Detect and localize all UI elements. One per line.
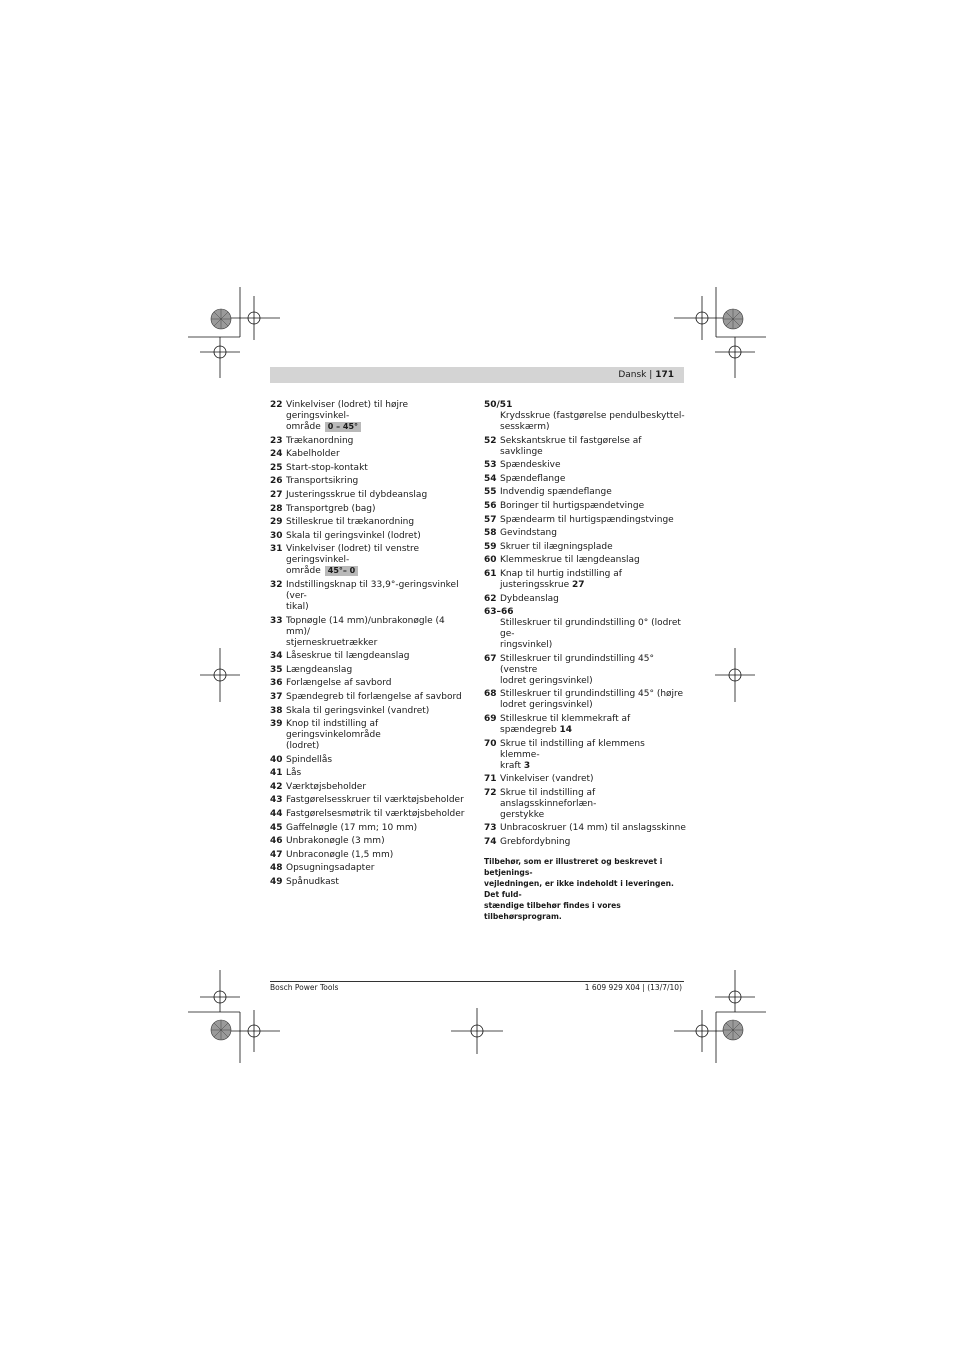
item-number: 61 (484, 568, 497, 579)
item-number: 23 (270, 435, 283, 446)
item-text-line2: spændegreb (500, 724, 557, 735)
note-line: vejledningen, er ikke indeholdt i leveringen. Det fuld- (484, 878, 674, 899)
item-text: Spændeflange (500, 473, 566, 484)
item-text-line2: lodret geringsvinkel) (500, 700, 593, 711)
item-number: 74 (484, 836, 497, 847)
item-text: Skrue til indstilling af klemmens klemme- (500, 738, 645, 760)
item-number: 38 (270, 705, 283, 716)
item-number: 52 (484, 435, 497, 446)
item-text: Fastgørelsesskruer til værktøjsbeholder (286, 795, 464, 806)
item-text: Topnøgle (14 mm)/unbrakonøgle (4 mm)/ (286, 615, 445, 637)
item-text: Knap til hurtig indstilling af (500, 568, 622, 579)
item-text: Gevindstang (500, 528, 557, 539)
item-number: 37 (270, 691, 283, 702)
item-reference: 14 (559, 724, 573, 735)
item-number: 48 (270, 863, 283, 874)
item-text: Stilleskruer til grundindstilling 0° (lodret ge- (500, 618, 681, 640)
item-number: 63–66 (484, 607, 514, 618)
item-text-line2: gerstykke (500, 809, 545, 820)
item-text: Skala til geringsvinkel (vandret) (286, 705, 430, 716)
item-text: Spændegreb til forlængelse af savbord (286, 691, 462, 702)
item-text: Sekskantskrue til fastgørelse af savklinge (500, 435, 642, 457)
item-text: Spindellås (286, 754, 333, 765)
item-number: 45 (270, 822, 283, 833)
angle-range-badge: 45°– 0 (325, 566, 358, 576)
item-number: 71 (484, 774, 497, 785)
item-number: 26 (270, 476, 283, 487)
item-reference: 3 (523, 760, 531, 771)
item-text: Indvendig spændeflange (500, 487, 612, 498)
item-number: 29 (270, 517, 283, 528)
item-text: Låseskrue til længdeanslag (286, 651, 410, 662)
item-text: Krydsskrue (fastgørelse pendulbeskyttel- (500, 411, 685, 421)
item-text: Stilleskrue til klemmekraft af (500, 713, 631, 724)
item-text: Indstillingsknap til 33,9°-geringsvinkel (ver- (286, 579, 459, 601)
item-text: Transportsikring (286, 476, 359, 487)
footer-brand: Bosch Power Tools (270, 983, 339, 992)
item-text: Boringer til hurtigspændetvinge (500, 500, 645, 511)
item-number: 67 (484, 653, 497, 664)
item-text-line2: lodret geringsvinkel) (500, 675, 593, 686)
item-text: Stilleskruer til grundindstilling 45° (højre (500, 689, 684, 700)
item-number: 25 (270, 462, 283, 473)
page-number: 171 (655, 370, 674, 380)
item-number: 54 (484, 473, 497, 484)
angle-range-badge: 0 – 45° (325, 422, 361, 432)
item-text-line2: ringsvinkel) (500, 640, 553, 651)
item-number: 53 (484, 460, 497, 471)
item-text-line2: stjerneskruetrækker (286, 637, 378, 648)
item-number: 56 (484, 500, 497, 511)
item-text: Længdeanslag (286, 664, 353, 675)
item-number: 60 (484, 555, 497, 566)
item-text: Skruer til ilægningsplade (500, 541, 613, 552)
item-text: Gaffelnøgle (17 mm; 10 mm) (286, 822, 418, 833)
item-text: Stilleskruer til grundindstilling 45° (venstre (500, 653, 654, 675)
item-text: Unbraconøgle (1,5 mm) (286, 849, 394, 860)
item-text: Unbracoskruer (14 mm) til anslagsskinne (500, 823, 686, 834)
item-text: Skrue til indstilling af anslagsskinneforlæn- (500, 787, 597, 809)
item-number: 31 (270, 544, 283, 555)
note-line: stændige tilbehør findes i vores tilbehørsprogram. (484, 900, 621, 921)
item-text: Klemmeskrue til længdeanslag (500, 555, 640, 566)
item-text-line2: kraft (500, 760, 521, 771)
header-language: Dansk (618, 370, 647, 380)
item-number: 68 (484, 689, 497, 700)
item-number: 43 (270, 795, 283, 806)
item-number: 42 (270, 781, 283, 792)
item-text-line2: (lodret) (286, 741, 320, 752)
item-number: 30 (270, 530, 283, 541)
item-text: Transportgreb (bag) (286, 503, 376, 514)
item-reference: 27 (571, 579, 585, 590)
note-line: Tilbehør, som er illustreret og beskrevet i betjenings- (484, 856, 663, 877)
item-text: Lås (286, 768, 302, 779)
item-text: Spånudkast (286, 877, 339, 888)
item-number: 47 (270, 849, 283, 860)
item-number: 59 (484, 541, 497, 552)
item-text: Start-stop-kontakt (286, 462, 368, 473)
header-separator: | (649, 370, 653, 380)
item-number: 72 (484, 787, 497, 798)
item-number: 24 (270, 449, 283, 460)
item-text: Unbrakonøgle (3 mm) (286, 836, 385, 847)
item-text-line2: sesskærm) (500, 422, 550, 432)
item-text: Justeringsskrue til dybdeanslag (286, 489, 428, 500)
item-text: Vinkelviser (vandret) (500, 774, 594, 785)
item-text-line2: justeringsskrue (500, 579, 570, 590)
item-number: 40 (270, 754, 283, 765)
item-text: Forlængelse af savbord (286, 678, 392, 689)
item-text: Skala til geringsvinkel (lodret) (286, 530, 421, 541)
item-number: 32 (270, 579, 283, 590)
item-number: 50/51 (484, 400, 513, 410)
item-number: 70 (484, 738, 497, 749)
item-text: Vinkelviser (lodret) til venstre geringsvinkel- (286, 544, 420, 566)
item-text: Knop til indstilling af geringsvinkelområde (286, 719, 381, 741)
item-text-line2: område (286, 422, 321, 432)
item-text: Kabelholder (286, 449, 340, 460)
item-number: 55 (484, 487, 497, 498)
item-number: 49 (270, 877, 283, 888)
item-text: Opsugningsadapter (286, 863, 375, 874)
item-number: 35 (270, 664, 283, 675)
item-number: 34 (270, 651, 283, 662)
item-number: 73 (484, 823, 497, 834)
item-text: Stilleskrue til trækanordning (286, 517, 415, 528)
item-text: Værktøjsbeholder (286, 781, 367, 792)
item-number: 27 (270, 489, 283, 500)
item-number: 28 (270, 503, 283, 514)
item-text: Vinkelviser (lodret) til højre geringsvinkel- (286, 400, 409, 421)
item-number: 57 (484, 514, 497, 525)
item-text: Fastgørelsesmøtrik til værktøjsbeholder (286, 809, 465, 820)
item-number: 36 (270, 678, 283, 689)
footer-doc-id: 1 609 929 X04 | (13/7/10) (584, 983, 682, 992)
item-text: Grebfordybning (500, 836, 571, 847)
item-text: Spændearm til hurtigspændingstvinge (500, 514, 674, 525)
item-number: 39 (270, 719, 283, 730)
item-text: Dybdeanslag (500, 593, 559, 604)
item-number: 46 (270, 836, 283, 847)
item-number: 44 (270, 809, 283, 820)
item-text: Spændeskive (500, 460, 561, 471)
item-number: 69 (484, 713, 497, 724)
item-number: 62 (484, 593, 497, 604)
item-number: 58 (484, 528, 497, 539)
item-number: 41 (270, 768, 283, 779)
item-text-line2: tikal) (286, 601, 309, 612)
item-text: Trækanordning (286, 435, 354, 446)
item-text-line2: område (286, 566, 321, 577)
item-number: 22 (270, 400, 283, 410)
item-number: 33 (270, 615, 283, 626)
